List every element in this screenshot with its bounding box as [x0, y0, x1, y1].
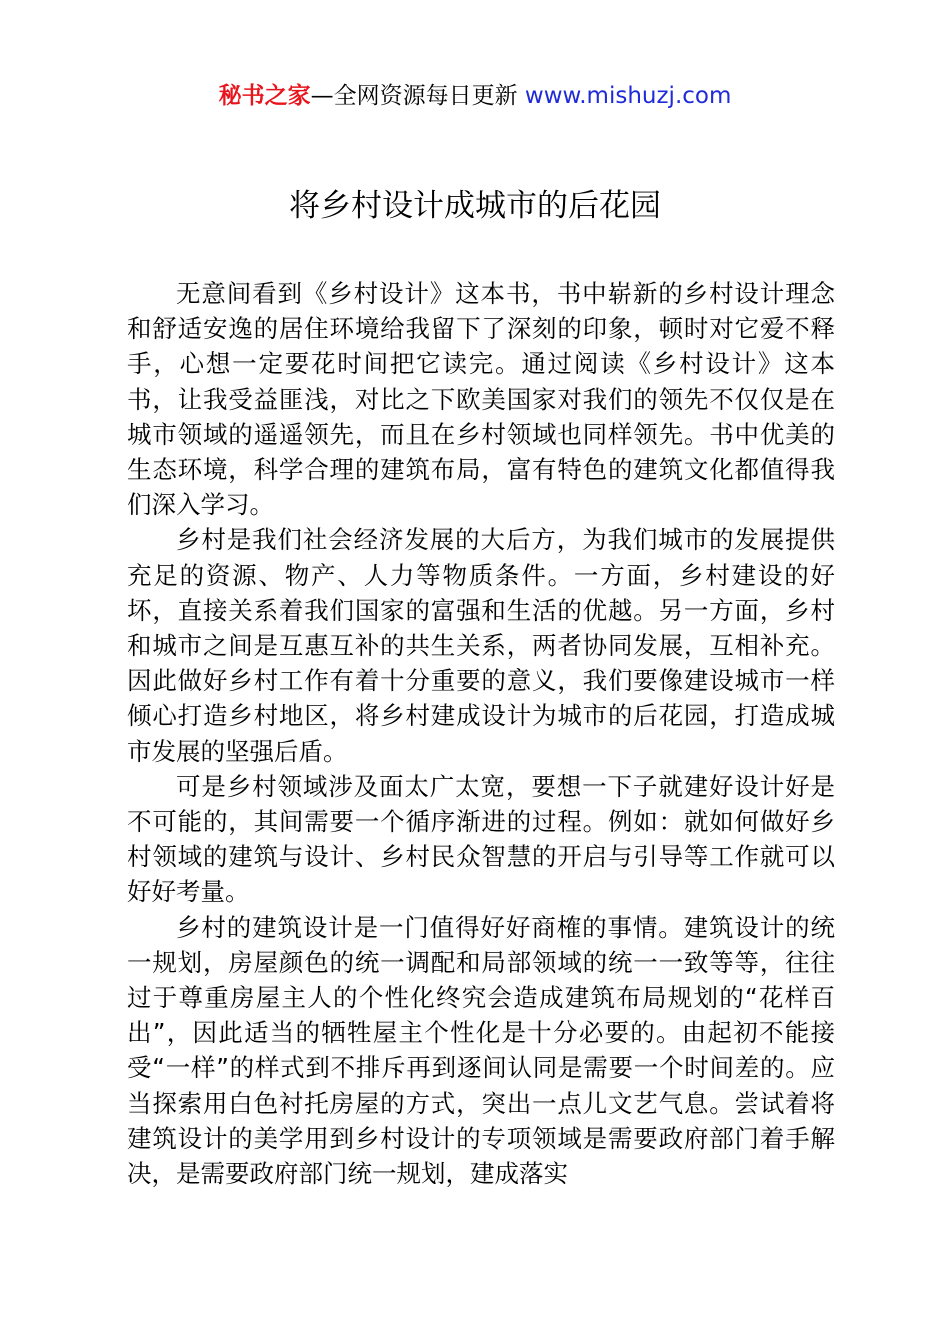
site-header — [0, 80, 950, 112]
paragraph-4: 乡村的建筑设计是一门值得好好商榷的事情。建筑设计的统一规划，房屋颜色的统一调配和局部领域的统一一致等等，往往过于尊重房屋主人的个性化终究会造成建筑布局规划的“花样百出”，因此适当的牺牲屋主个性化是十分必要的。由起初不能接受“一样”的样式到不排斥再到逐间认同是需要一个时间差的。应当探索用白色衬托房屋的方式，突出一点儿文艺气息。尝试着将建筑设计的美学用到乡村设计的专项领域是需要政府部门着手解决，是需要政府部门统一规划，建成落实 — [127, 912, 835, 1189]
brand-name: 秘书之家 — [218, 83, 311, 109]
paragraph-1: 无意间看到《乡村设计》这本书，书中崭新的乡村设计理念和舒适安逸的居住环境给我留下了深刻的印象，顿时对它爱不释手，心想一定要花时间把它读完。通过阅读《乡村设计》这本书，让我受益匪浅，对比之下欧美国家对我们的领先不仅仅是在城市领域的遥遥领先，而且在乡村领域也同样领先。书中优美的生态环境，科学合理的建筑布局，富有特色的建筑文化都值得我们深入学习。 — [127, 279, 835, 520]
header-tagline: —全网资源每日更新 — [310, 83, 525, 109]
paragraph-3: 可是乡村领域涉及面太广太宽，要想一下子就建好设计好是不可能的，其间需要一个循序渐进的过程。例如：就如何做好乡村领域的建筑与设计、乡村民众智慧的开启与引导等工作就可以好好考量。 — [127, 771, 835, 907]
document-title: 将乡村设计成城市的后花园 — [289, 188, 661, 224]
document-body — [127, 276, 835, 1191]
site-url-link[interactable]: www.mishuzj.com — [524, 83, 732, 109]
paragraph-2: 乡村是我们社会经济发展的大后方，为我们城市的发展提供充足的资源、物产、人力等物质条件。一方面，乡村建设的好坏，直接关系着我们国家的富强和生活的优越。另一方面，乡村和城市之间是互惠互补的共生关系，两者协同发展，互相补充。因此做好乡村工作有着十分重要的意义，我们要像建设城市一样倾心打造乡村地区，将乡村建成设计为城市的后花园，打造成城市发展的坚强后盾。 — [127, 525, 835, 766]
